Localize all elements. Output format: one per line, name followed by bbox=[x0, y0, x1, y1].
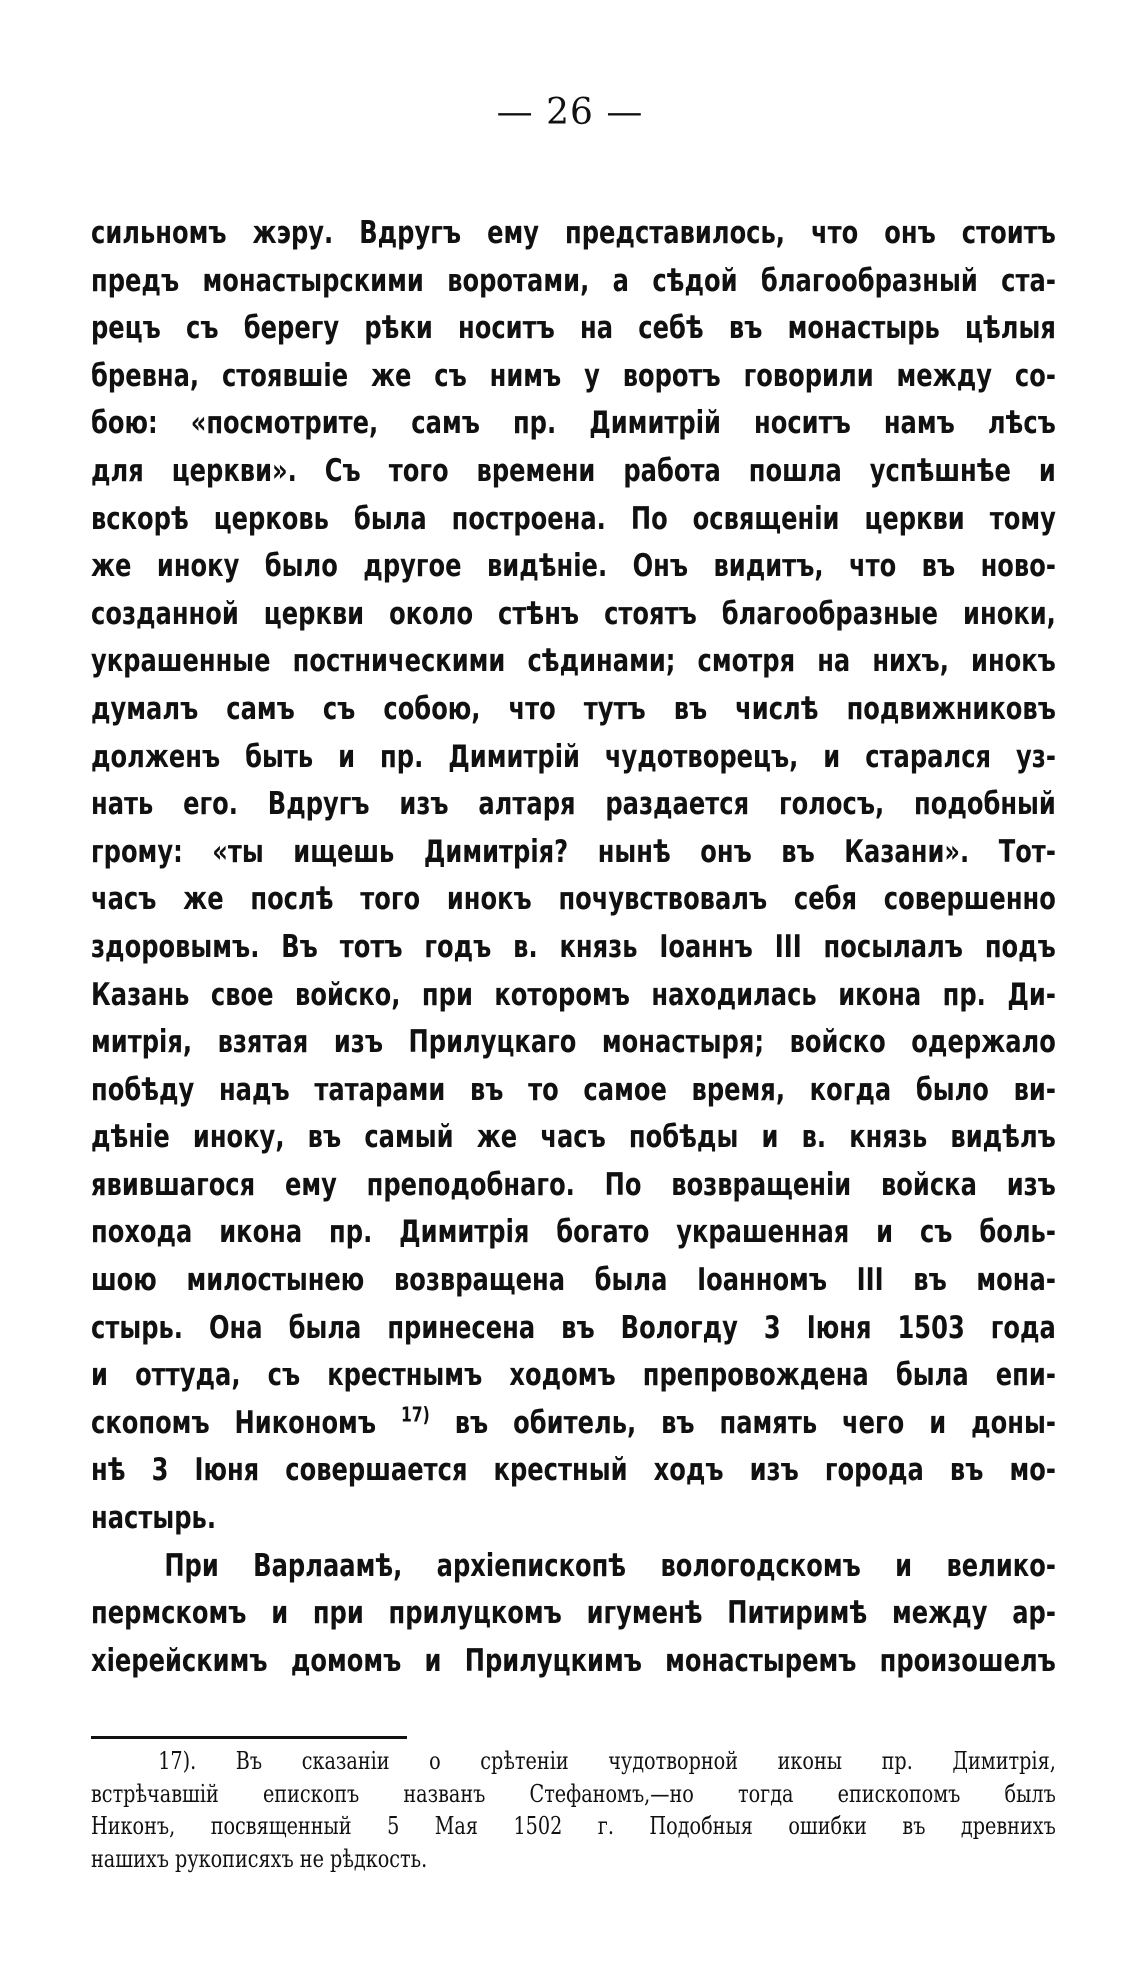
text-line: и оттуда, съ крестнымъ ходомъ препровождена была епи- bbox=[91, 1357, 1056, 1394]
text-line: сильномъ жэру. Вдругъ ему представилось, что онъ стоитъ bbox=[91, 215, 1056, 251]
page-number: — 26 — bbox=[496, 92, 644, 133]
text-line: долженъ быть и пр. Димитрій чудотворецъ, и старался уз- bbox=[91, 738, 1056, 775]
text-segment: скопомъ Никономъ bbox=[91, 1404, 377, 1441]
text-line: Казань свое войско, при которомъ находилась икона пр. Ди- bbox=[91, 976, 1056, 1013]
text-line: украшенные постническими сѣдинами; смотря на нихъ, инокъ bbox=[91, 643, 1056, 680]
text-line: пермскомъ и при прилуцкомъ игуменѣ Питиримѣ между ар- bbox=[91, 1595, 1056, 1632]
footnote-block bbox=[91, 1745, 1056, 1875]
text-line: бою: «посмотрите, самъ пр. Димитрій носитъ намъ лѣсъ bbox=[91, 405, 1056, 442]
footnote-line: встрѣчавшій епископъ названъ Стефаномъ,—но тогда епископомъ былъ bbox=[91, 1779, 1056, 1808]
text-line: созданной церкви около стѣнъ стоятъ благообразные иноки, bbox=[91, 595, 1056, 632]
text-line: похода икона пр. Димитрія богато украшенная и съ боль- bbox=[91, 1214, 1056, 1251]
text-line: настырь. bbox=[91, 1500, 217, 1537]
footnote-reference[interactable]: 17) bbox=[400, 1402, 430, 1427]
text-line: здоровымъ. Въ тотъ годъ в. князь Іоаннъ III посылалъ подъ bbox=[91, 928, 1056, 965]
footnote-line: 17). Въ сказаніи о срѣтеніи чудотворной иконы пр. Димитрія, bbox=[158, 1747, 1056, 1775]
text-line: рецъ съ берегу рѣки носитъ на себѣ въ монастырь цѣлыя bbox=[91, 310, 1056, 347]
text-line: вскорѣ церковь была построена. По освященіи церкви тому bbox=[91, 500, 1056, 537]
main-text bbox=[91, 210, 1056, 1685]
text-line: побѣду надъ татарами въ то самое время, когда было ви- bbox=[91, 1071, 1056, 1108]
text-line: стырь. Она была принесена въ Вологду 3 Іюня 1503 года bbox=[91, 1309, 1056, 1346]
footnote-line: Никонъ, посвященный 5 Мая 1502 г. Подобныя ошибки въ древнихъ bbox=[91, 1812, 1056, 1840]
text-line: часъ же послѣ того инокъ почувствовалъ себя совершенно bbox=[91, 881, 1056, 918]
text-line: бревна, стоявшіе же съ нимъ у воротъ говорили между со- bbox=[91, 357, 1056, 394]
text-line: грому: «ты ищешь Димитрія? нынѣ онъ въ Казани». Тот- bbox=[91, 833, 1056, 870]
text-line: хіерейскимъ домомъ и Прилуцкимъ монастыремъ произошелъ bbox=[91, 1642, 1056, 1679]
text-line: нать его. Вдругъ изъ алтаря раздается голосъ, подобный bbox=[91, 786, 1056, 823]
text-line: митрія, взятая изъ Прилуцкаго монастыря; войско одержало bbox=[91, 1024, 1056, 1061]
text-line: же иноку было другое видѣніе. Онъ видитъ, что въ ново- bbox=[91, 548, 1056, 585]
text-line: явившагося ему преподобнаго. По возвращеніи войска изъ bbox=[91, 1166, 1056, 1203]
paragraph-start-line: При Варлаамѣ, архіепископѣ вологодскомъ и велико- bbox=[164, 1547, 1056, 1584]
text-line: думалъ самъ съ собою, что тутъ въ числѣ подвижниковъ bbox=[91, 690, 1056, 727]
text-line: предъ монастырскими воротами, а сѣдой благообразный ста- bbox=[91, 262, 1056, 299]
text-line-with-footnote-ref bbox=[91, 1400, 1056, 1448]
footnote-divider bbox=[91, 1736, 407, 1739]
text-segment: въ обитель, въ память чего и доны- bbox=[454, 1404, 1056, 1441]
text-line: шою милостынею возвращена была Іоанномъ III въ мона- bbox=[91, 1262, 1056, 1299]
text-line: нѣ 3 Іюня совершается крестный ходъ изъ города въ мо- bbox=[91, 1452, 1056, 1489]
footnote-line: нашихъ рукописяхъ не рѣдкость. bbox=[91, 1844, 428, 1873]
text-line: дѣніе иноку, въ самый же часъ побѣды и в. князь видѣлъ bbox=[91, 1119, 1056, 1156]
text-line: для церкви». Съ того времени работа пошла успѣшнѣе и bbox=[91, 452, 1056, 489]
